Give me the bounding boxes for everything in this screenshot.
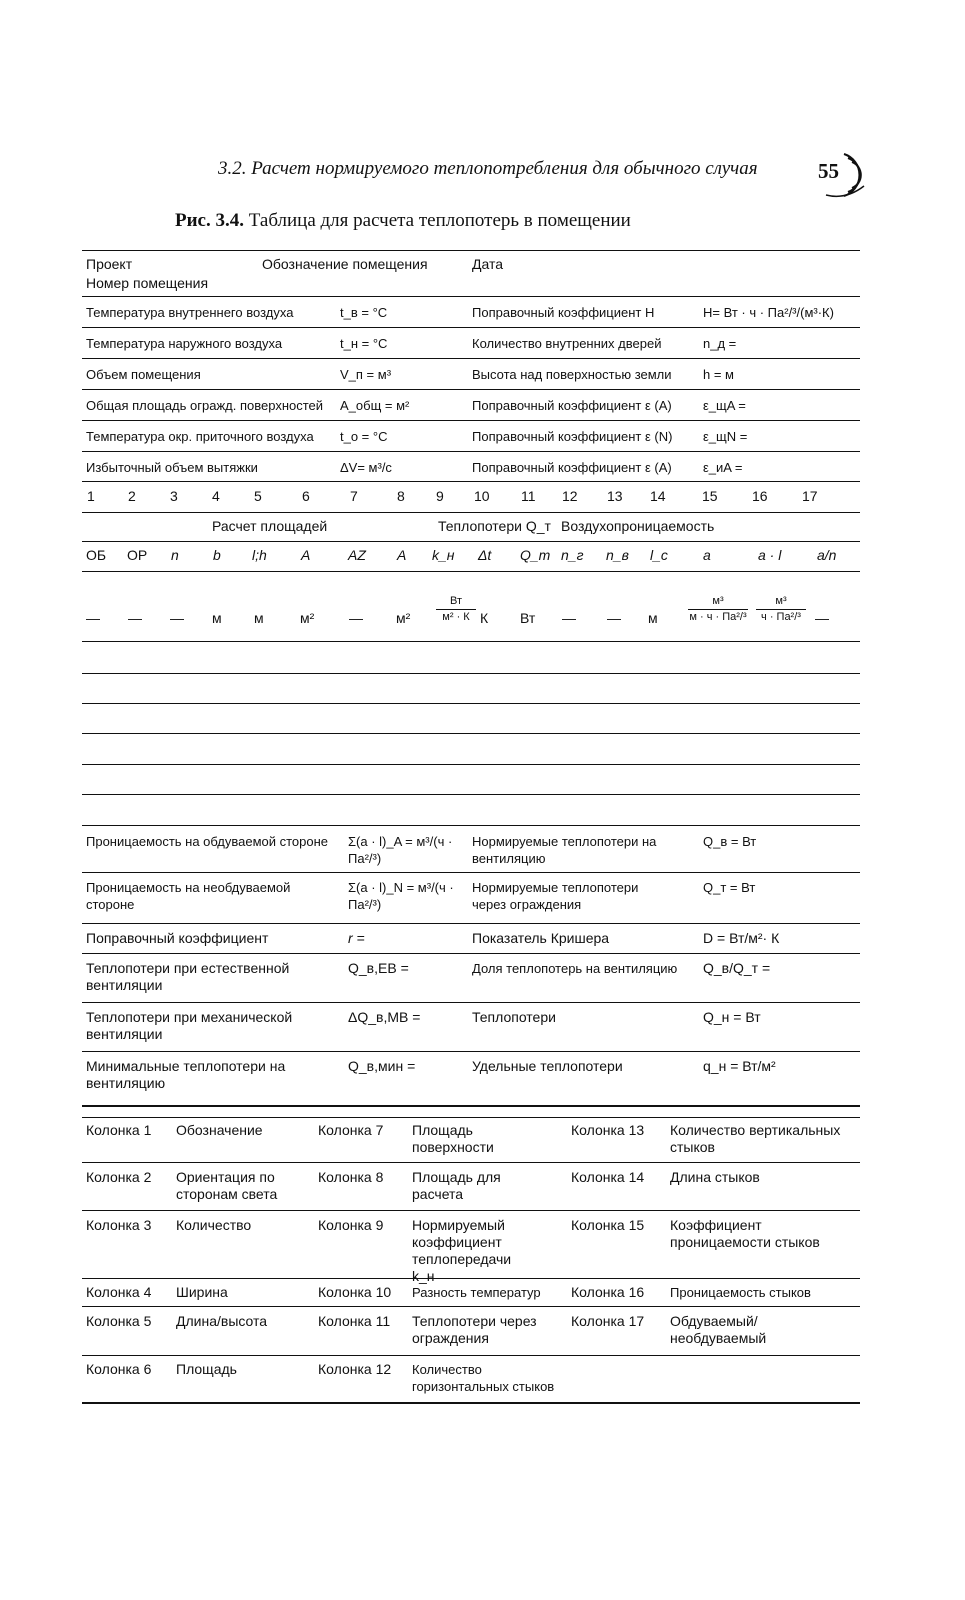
page-number: 55 [818, 159, 839, 183]
summary-label: Теплопотери [472, 1009, 556, 1025]
legend-desc: Проницаемость стыков [670, 1285, 811, 1300]
column-symbol: b [213, 547, 221, 563]
rule [82, 1105, 860, 1107]
rule [82, 250, 860, 251]
column-symbol: n_в [606, 547, 629, 563]
legend-column: Колонка 15 [571, 1217, 645, 1233]
summary-symbol: Q_в/Q_т = [703, 960, 771, 976]
summary-symbol: Q_в,ЕВ = [348, 960, 409, 976]
column-unit: м [212, 610, 222, 626]
param-label: Количество внутренних дверей [472, 336, 662, 351]
summary-label: Удельные теплопотери [472, 1058, 623, 1074]
summary-symbol: ΔQ_в,МВ = [348, 1009, 421, 1025]
param-label: Поправочный коэффициент ε (N) [472, 429, 673, 444]
room-number-label: Номер помещения [86, 275, 209, 291]
column-unit: м² [396, 610, 411, 626]
rule [82, 481, 860, 482]
summary-symbol: q_н = Вт/м² [703, 1058, 776, 1074]
column-number: 9 [436, 488, 444, 504]
column-symbol: AZ [348, 547, 366, 563]
legend-column: Колонка 9 [318, 1217, 384, 1233]
param-symbol: H= Вт · ч · Па²/³/(м³·К) [703, 305, 834, 320]
column-number: 14 [650, 488, 666, 504]
rule [82, 923, 860, 924]
summary-label: Минимальные теплопотери на вентиляцию [86, 1058, 286, 1091]
column-number: 8 [397, 488, 405, 504]
param-symbol: V_п = м³ [340, 367, 392, 382]
legend-desc: Длина стыков [670, 1169, 760, 1185]
rule [82, 389, 860, 390]
rule [82, 1162, 860, 1163]
rule [82, 1117, 860, 1118]
column-symbol: Q_т [520, 547, 551, 563]
rule [82, 541, 860, 542]
column-unit: — [86, 610, 100, 626]
rule [82, 1355, 860, 1356]
column-symbol: a/n [817, 547, 837, 563]
empty-row-rule [82, 764, 860, 765]
param-label: Общая площадь огражд. поверхностей [86, 398, 324, 413]
legend-column: Колонка 12 [318, 1361, 392, 1377]
rule [82, 641, 860, 642]
running-title: 3.2. Расчет нормируемого теплопотребления для обычного случая [218, 158, 758, 179]
summary-symbol: r = [348, 930, 365, 946]
summary-label: Теплопотери при механической вентиляции [86, 1009, 293, 1042]
summary-symbol: D = Вт/м²· К [703, 930, 780, 946]
figure-caption [175, 212, 631, 229]
summary-label: Проницаемость на необдуваемой стороне [86, 880, 291, 912]
column-number: 13 [607, 488, 623, 504]
empty-row-rule [82, 794, 860, 795]
legend-desc: Площадь [176, 1361, 237, 1377]
rule [82, 358, 860, 359]
page-number-badge [806, 150, 870, 200]
column-number: 4 [212, 488, 220, 504]
legend-column: Колонка 11 [318, 1313, 391, 1329]
legend-desc: Ориентация по сторонам света [176, 1169, 278, 1202]
rule [82, 512, 860, 513]
rule [82, 872, 860, 873]
summary-symbol: Q_н = Вт [703, 1009, 761, 1025]
summary-label: Нормируемые теплопотери на вентиляцию [472, 834, 657, 866]
param-symbol: ε_щA = [703, 398, 746, 413]
legend-column: Колонка 17 [571, 1313, 645, 1329]
column-number: 15 [702, 488, 718, 504]
param-symbol: t_в = °С [340, 305, 388, 320]
column-number: 16 [752, 488, 768, 504]
legend-column: Колонка 5 [86, 1313, 152, 1329]
param-label: Высота над поверхностью земли [472, 367, 672, 382]
legend-desc: Длина/высота [176, 1313, 268, 1329]
room-designation-label: Обозначение помещения [262, 256, 428, 272]
summary-symbol: Q_в,мин = [348, 1058, 416, 1074]
legend-desc: Разность температур [412, 1285, 541, 1300]
column-symbol: ОБ [86, 547, 107, 563]
rule [82, 1278, 860, 1279]
column-number: 5 [254, 488, 262, 504]
column-number: 1 [87, 488, 95, 504]
column-symbol: A [301, 547, 311, 563]
column-unit: — [349, 610, 363, 626]
rule [82, 571, 860, 572]
summary-label: Теплопотери при естественной вентиляции [86, 960, 290, 993]
param-symbol: n_д = [703, 336, 737, 351]
empty-row-rule [82, 673, 860, 674]
param-label: Объем помещения [86, 367, 201, 382]
column-number: 10 [474, 488, 490, 504]
legend-desc: Ширина [176, 1284, 228, 1300]
unit-numerator: Вт [449, 595, 462, 607]
column-symbol: a [703, 547, 711, 563]
figure-label: Рис. 3.4. [175, 210, 244, 231]
summary-symbol: Σ(a · l)_A = м³/(ч · Па²/³) [348, 834, 453, 866]
column-unit: — [128, 610, 142, 626]
param-label: Поправочный коэффициент ε (A) [472, 398, 672, 413]
param-label: Температура внутреннего воздуха [86, 305, 294, 320]
legend-desc: Количество вертикальных стыков [670, 1122, 841, 1155]
column-unit: Вт [520, 610, 536, 626]
group-heatloss: Теплопотери Q_т [438, 518, 551, 534]
column-number: 12 [562, 488, 578, 504]
column-number: 2 [128, 488, 136, 504]
column-symbol: l_с [650, 547, 668, 563]
param-symbol: ΔV= м³/с [340, 460, 392, 475]
param-label: Температура окр. приточного воздуха [86, 429, 314, 444]
unit-denominator: м · ч · Па²/³ [689, 611, 747, 623]
unit-denominator: м² · К [442, 611, 470, 623]
legend-column: Колонка 13 [571, 1122, 645, 1138]
column-number: 17 [802, 488, 818, 504]
param-symbol: t_н = °С [340, 336, 388, 351]
legend-column: Колонка 10 [318, 1284, 392, 1300]
column-unit: — [562, 610, 576, 626]
legend-desc: Обозначение [176, 1122, 263, 1138]
column-number: 7 [350, 488, 358, 504]
column-unit: К [480, 610, 489, 626]
column-symbol: ОР [127, 547, 148, 563]
empty-row-rule [82, 703, 860, 704]
legend-desc: Обдуваемый/ необдуваемый [670, 1313, 767, 1346]
column-symbol: Δt [478, 547, 492, 563]
param-symbol: ε_иA = [703, 460, 743, 475]
summary-symbol: Q_в = Вт [703, 834, 757, 849]
summary-symbol: Q_т = Вт [703, 880, 756, 895]
legend-desc: Количество горизонтальных стыков [412, 1362, 555, 1394]
rule [82, 1402, 860, 1404]
summary-label: Проницаемость на обдуваемой стороне [86, 834, 329, 849]
legend-desc: Нормируемый коэффициент теплопередачи k_н [412, 1217, 512, 1284]
param-label: Поправочный коэффициент H [472, 305, 655, 320]
param-symbol: h = м [703, 367, 734, 382]
rule [82, 1306, 860, 1307]
empty-row-rule [82, 733, 860, 734]
group-area: Расчет площадей [212, 518, 328, 534]
legend-desc: Площадь для расчета [412, 1169, 501, 1202]
group-permeability: Воздухопроницаемость [561, 518, 715, 534]
param-symbol: t_о = °С [340, 429, 388, 444]
unit-denominator: ч · Па²/³ [761, 611, 801, 623]
param-label: Температура наружного воздуха [86, 336, 283, 351]
unit-fraction-al [756, 595, 806, 624]
rule [82, 451, 860, 452]
column-symbol: k_н [432, 547, 455, 563]
param-symbol: A_общ = м² [340, 398, 410, 413]
legend-desc: Коэффициент проницаемости стыков [670, 1217, 820, 1250]
legend-desc: Теплопотери через ограждения [412, 1313, 537, 1346]
summary-label: Доля теплопотерь на вентиляцию [472, 961, 678, 976]
summary-label: Нормируемые теплопотери через ограждения [472, 880, 639, 912]
param-label: Поправочный коэффициент ε (A) [472, 460, 672, 475]
column-number: 3 [170, 488, 178, 504]
empty-row-rule [82, 825, 860, 826]
column-number: 6 [302, 488, 310, 504]
column-unit: м [254, 610, 264, 626]
legend-column: Колонка 1 [86, 1122, 152, 1138]
column-symbol: n_г [561, 547, 584, 563]
rule [82, 953, 860, 954]
date-label: Дата [472, 256, 504, 272]
summary-symbol: Σ(a · l)_N = м³/(ч · Па²/³) [348, 880, 454, 912]
summary-label: Показатель Кришера [472, 930, 610, 946]
legend-column: Колонка 3 [86, 1217, 152, 1233]
column-unit: м² [300, 610, 315, 626]
legend-column: Колонка 2 [86, 1169, 152, 1185]
column-symbol: n [171, 547, 179, 563]
rule [82, 1051, 860, 1052]
rule [82, 1002, 860, 1003]
unit-fraction-a [688, 595, 748, 624]
param-symbol: ε_щN = [703, 429, 748, 444]
legend-column: Колонка 6 [86, 1361, 152, 1377]
figure-title: Таблица для расчета теплопотерь в помещении [248, 210, 631, 231]
rule [82, 327, 860, 328]
legend-column: Колонка 16 [571, 1284, 645, 1300]
legend-column: Колонка 4 [86, 1284, 152, 1300]
legend-desc: Количество [176, 1217, 252, 1233]
project-label: Проект [86, 256, 133, 272]
param-label: Избыточный объем вытяжки [86, 460, 258, 475]
rule [82, 296, 860, 297]
summary-label: Поправочный коэффициент [86, 930, 269, 946]
column-number: 11 [521, 488, 536, 504]
column-symbol: a · l [758, 547, 782, 563]
column-symbol: A [397, 547, 407, 563]
legend-column: Колонка 7 [318, 1122, 384, 1138]
column-unit: — [607, 610, 621, 626]
legend-column: Колонка 14 [571, 1169, 645, 1185]
unit-fraction-k [436, 595, 476, 624]
rule [82, 1210, 860, 1211]
column-symbol: l;h [252, 547, 267, 563]
rule [82, 420, 860, 421]
legend-desc: Площадь поверхности [412, 1122, 494, 1155]
column-unit: м [648, 610, 658, 626]
unit-numerator: м³ [775, 595, 787, 607]
unit-numerator: м³ [712, 595, 724, 607]
column-unit: — [170, 610, 184, 626]
legend-column: Колонка 8 [318, 1169, 384, 1185]
column-unit: — [815, 610, 829, 626]
